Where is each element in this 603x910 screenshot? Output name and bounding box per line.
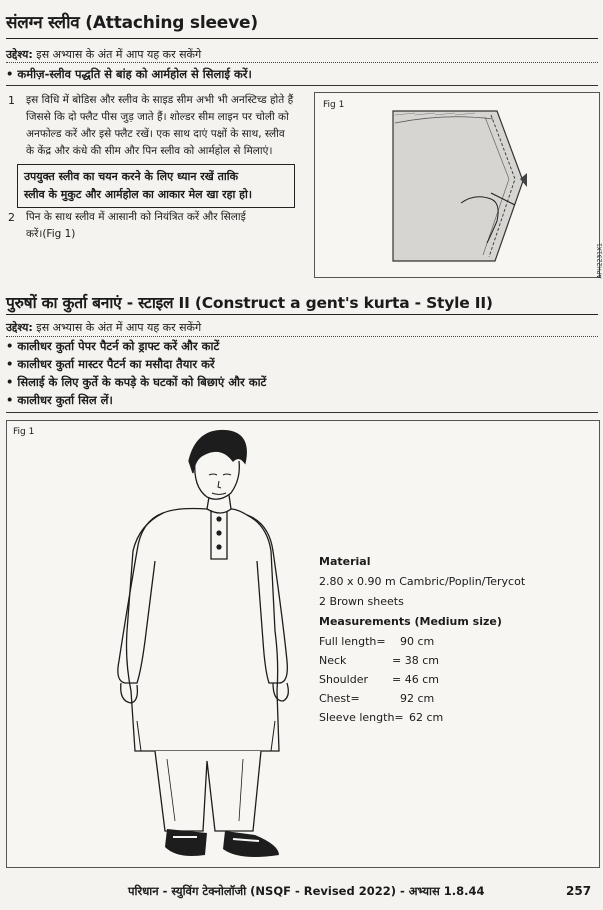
measure-value: = 46 cm	[392, 673, 439, 686]
measure-value: 90 cm	[400, 635, 435, 648]
facial-features	[209, 474, 231, 495]
figure-label: Fig 1	[323, 100, 345, 110]
material-item: 2.80 x 0.90 m Cambric/Poplin/Terycot	[319, 575, 526, 588]
step-number: 1	[8, 94, 15, 107]
step-number: 2	[8, 211, 15, 224]
measurements-heading: Measurements (Medium size)	[319, 615, 502, 628]
section2-title-rule	[6, 314, 598, 315]
button	[216, 516, 221, 521]
hair	[189, 431, 246, 473]
section2-bullet: • कालीधर कुर्ता मास्टर पैटर्न का मसौदा तैयार करें	[6, 357, 215, 372]
section2-objective-rule	[6, 412, 598, 413]
section2-bullet: • कालीधर कुर्ता सिल लें।	[6, 393, 113, 408]
material-item: 2 Brown sheets	[319, 595, 404, 608]
figure-code: APH2231X1	[596, 243, 603, 279]
figure-label: Fig 1	[13, 427, 35, 437]
measure-label: Neck	[319, 654, 347, 667]
measure-label: Sleeve length=	[319, 711, 404, 724]
step-line: अनफोल्ड करें और इसे फ्लैट रखें। एक साथ दाएं पक्षों के साथ, स्लीव	[26, 128, 285, 140]
left-sandal	[165, 829, 207, 856]
objective-label: उद्देश्य:	[6, 48, 33, 61]
measure-label: Chest=	[319, 692, 360, 705]
section1-title-rule	[6, 38, 598, 39]
page-number: 257	[566, 884, 592, 898]
sleeve-diagram	[315, 93, 599, 277]
measure-label: Shoulder	[319, 673, 368, 686]
kurta-figure	[6, 420, 600, 868]
footer-text: परिधान - स्युविंग टेक्नोलॉजी (NSQF - Revised 2022) - अभ्यास 1.8.44	[128, 884, 485, 898]
measure-value: 62 cm	[409, 711, 444, 724]
kurta-illustration	[7, 421, 307, 867]
button	[216, 544, 221, 549]
sleeve-figure	[314, 92, 603, 279]
note-box	[17, 164, 295, 208]
note-line: उपयुक्त स्लीव का चयन करने के लिए ध्यान रखें ताकि	[24, 170, 239, 183]
measure-label: Full length=	[319, 635, 386, 648]
material-heading: Material	[319, 555, 371, 568]
section1-objective	[6, 47, 201, 62]
kurta-body	[127, 509, 280, 752]
measure-value: 92 cm	[400, 692, 435, 705]
step-line: इस विधि में बोडिस और स्लीव के साइड सीम अभी भी अनस्टिच्ड होते हैं	[26, 94, 294, 106]
step-line: के केंद्र और कंधे की सीम और पिन स्लीव को आर्महोल से मिलाएं।	[26, 145, 273, 157]
sleeve-panel	[393, 111, 523, 261]
step-1-text	[26, 92, 308, 160]
section2-bullet: • कालीधर कुर्ता पेपर पैटर्न को ड्राफ्ट करें और काटें	[6, 339, 219, 354]
section1-objective-divider	[6, 62, 598, 63]
measure-value: = 38 cm	[392, 654, 439, 667]
objective-text: इस अभ्यास के अंत में आप यह कर सकेंगे	[32, 321, 202, 334]
step-line: जिससे कि दो फ्लैट पीस जुड़ जाते हैं। शोल्डर सीम लाइन पर चोली को	[26, 111, 289, 123]
face	[195, 461, 240, 499]
neck	[207, 495, 231, 509]
step-line: पिन के साथ स्लीव में आसानी को नियंत्रित करें और सिलाई	[26, 211, 246, 223]
objective-text: इस अभ्यास के अंत में आप यह कर सकेंगे	[32, 48, 202, 61]
section2-bullet: • सिलाई के लिए कुर्ते के कपड़े के घटकों को बिछाएं और काटें	[6, 375, 266, 390]
note-line: स्लीव के मुकुट और आर्महोल का आकार मेल खा रहा हो।	[24, 188, 253, 201]
section2-title: पुरुषों का कुर्ता बनाएं - स्टाइल II (Construct a gent's kurta - Style II)	[6, 294, 493, 312]
right-sandal	[223, 831, 279, 857]
section2-objective	[6, 320, 201, 335]
section1-title: संलग्न स्लीव (Attaching sleeve)	[6, 13, 258, 33]
section2-objective-divider	[6, 336, 598, 337]
section1-bullet: • कमीज़-स्लीव पद्धति से बांह को आर्महोल से सिलाई करें।	[6, 67, 252, 82]
section1-objective-rule	[6, 85, 598, 86]
objective-label: उद्देश्य:	[6, 321, 33, 334]
step-line: करें।(Fig 1)	[26, 228, 76, 240]
sandals	[165, 829, 279, 857]
button	[216, 530, 221, 535]
step-2-text	[26, 209, 308, 243]
